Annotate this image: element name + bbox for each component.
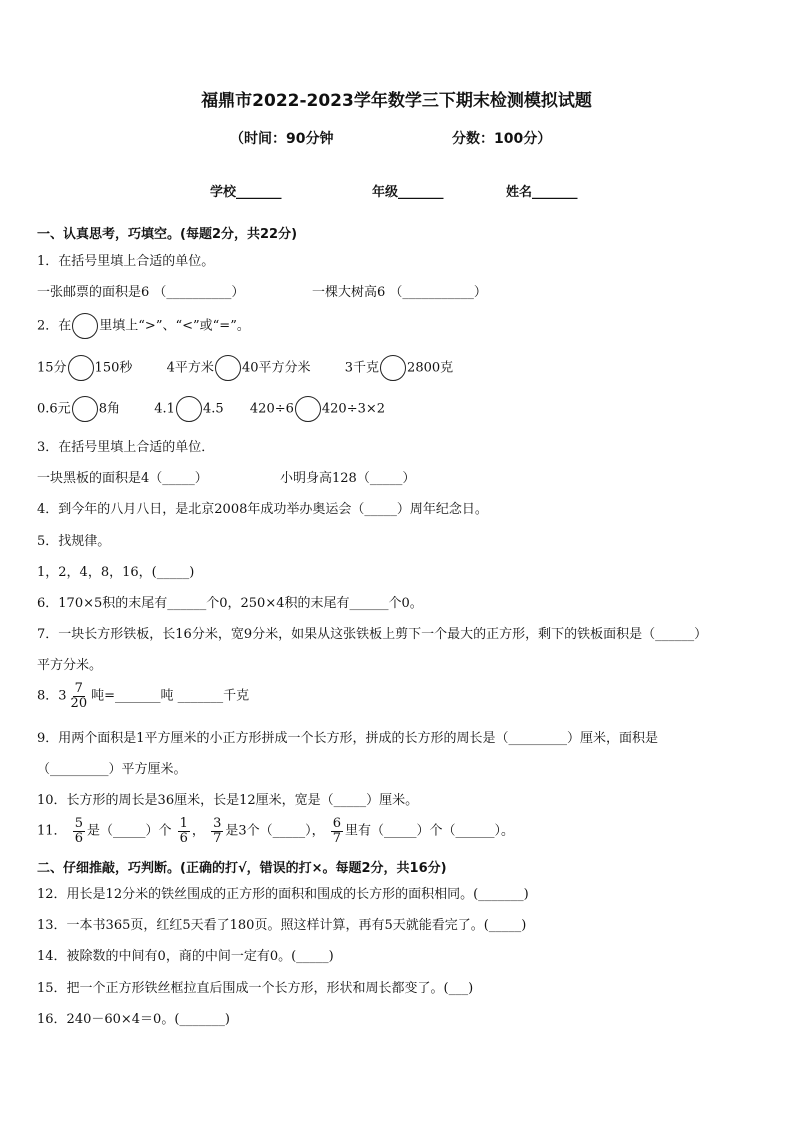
compare-right: 150秒 [94,360,133,376]
fraction-denominator: 7 [213,830,222,846]
fraction-numerator: 6 [332,816,342,831]
fraction-denominator: 6 [74,830,83,846]
question-1: 1．在括号里填上合适的单位。 [37,254,215,269]
question-1b: 一棵大树高6 （___________） [312,285,487,300]
compare-right: 8角 [98,401,120,417]
fraction-numerator: 5 [74,816,83,831]
compare-circle-6[interactable] [295,396,321,422]
question-2 [37,313,250,339]
question-8 [37,682,249,710]
question-9-cont: （_________）平方厘米。 [37,762,187,777]
compare-left: 4平方米 [166,360,214,376]
fraction [178,817,190,845]
fraction-numerator: 3 [213,816,222,831]
fraction-denominator: 7 [332,830,342,846]
comparison-circle-icon [72,313,98,339]
question-2-suffix: 里填上“>”、“<”或“=”。 [99,318,250,334]
question-16: 16．240－60×4＝0。(_______) [37,1012,230,1027]
fraction [331,817,343,845]
compare-circle-1[interactable] [68,355,94,381]
question-4: 4．到今年的八月八日，是北京2008年成功举办奥运会（_____）周年纪念日。 [37,502,488,517]
compare-right: 40平方分米 [241,360,311,376]
question-13: 13．一本书365页，红红5天看了180页。照这样计算，再有5天就能看完了。(_____) [37,918,527,933]
section-1-heading: 一、认真思考，巧填空。(每题2分，共22分) [37,227,298,242]
name-field[interactable]: 姓名_______ [506,185,578,200]
fraction [73,817,85,845]
exam-score: 分数：100分） [452,131,552,147]
question-11-text: 是3个（_____）， [225,823,325,839]
question-2-row-1 [37,355,453,381]
question-6: 6．170×5积的末尾有______个0，250×4积的末尾有______个0。 [37,596,423,611]
fraction-numerator: 1 [179,816,188,831]
question-10: 10．长方形的周长是36厘米，长是12厘米，宽是（_____）厘米。 [37,793,419,808]
compare-left: 0.6元 [37,401,71,417]
page-title: 福鼎市2022-2023学年数学三下期末检测模拟试题 [201,91,592,111]
mixed-number-whole: 8．3 [37,688,67,704]
question-11-text: ， [191,823,205,839]
compare-left: 15分 [37,360,67,376]
question-2-row-2 [37,396,385,422]
fraction-denominator: 6 [179,830,188,846]
question-2-prefix: 2．在 [37,318,72,334]
question-11-text: 是（_____）个 [86,823,172,839]
question-1a: 一张邮票的面积是6 （__________） [37,285,245,300]
compare-right: 420÷3×2 [321,401,386,417]
question-7: 7．一块长方形铁板，长16分米，宽9分米，如果从这张铁板上剪下一个最大的正方形，剩下的铁板面积是（______） [37,627,708,642]
exam-time: （时间：90分钟 [230,131,334,147]
grade-field[interactable]: 年级_______ [372,185,444,200]
question-9: 9．用两个面积是1平方厘米的小正方形拼成一个长方形，拼成的长方形的周长是（_________）厘米，面积是 [37,731,659,746]
fraction [211,817,223,845]
question-14: 14．被除数的中间有0，商的中间一定有0。(_____) [37,949,334,964]
section-2-heading: 二、仔细推敲，巧判断。(正确的打√，错误的打×。每题2分，共16分) [37,861,447,876]
question-11 [37,817,514,845]
fraction [69,682,90,710]
compare-left: 420÷6 [249,401,294,417]
fraction-numerator: 7 [74,681,83,696]
question-12: 12．用长是12分米的铁丝围成的正方形的面积和围成的长方形的面积相同。(_______) [37,887,529,902]
question-8-text: 吨=_______吨 _______千克 [91,688,250,704]
question-11-text: 里有（_____）个（______）。 [345,823,515,839]
compare-right: 2800克 [407,360,454,376]
question-5a: 1，2，4，8，16，(_____) [37,565,195,580]
question-7-cont: 平方分米。 [37,658,103,673]
compare-circle-4[interactable] [72,396,98,422]
compare-circle-5[interactable] [176,396,202,422]
question-3: 3．在括号里填上合适的单位． [37,440,215,455]
compare-left: 4.1 [154,401,175,417]
question-15: 15．把一个正方形铁丝框拉直后围成一个长方形，形状和周长都变了。(___) [37,981,474,996]
question-3b: 小明身高128（_____） [280,471,416,486]
question-5: 5．找规律。 [37,534,111,549]
question-3a: 一块黑板的面积是4（_____） [37,471,208,486]
fraction-denominator: 20 [70,695,88,711]
compare-circle-3[interactable] [380,355,406,381]
compare-left: 3千克 [344,360,380,376]
question-11-number: 11． [37,823,67,839]
compare-right: 4.5 [202,401,224,417]
school-field[interactable]: 学校_______ [210,185,282,200]
compare-circle-2[interactable] [215,355,241,381]
